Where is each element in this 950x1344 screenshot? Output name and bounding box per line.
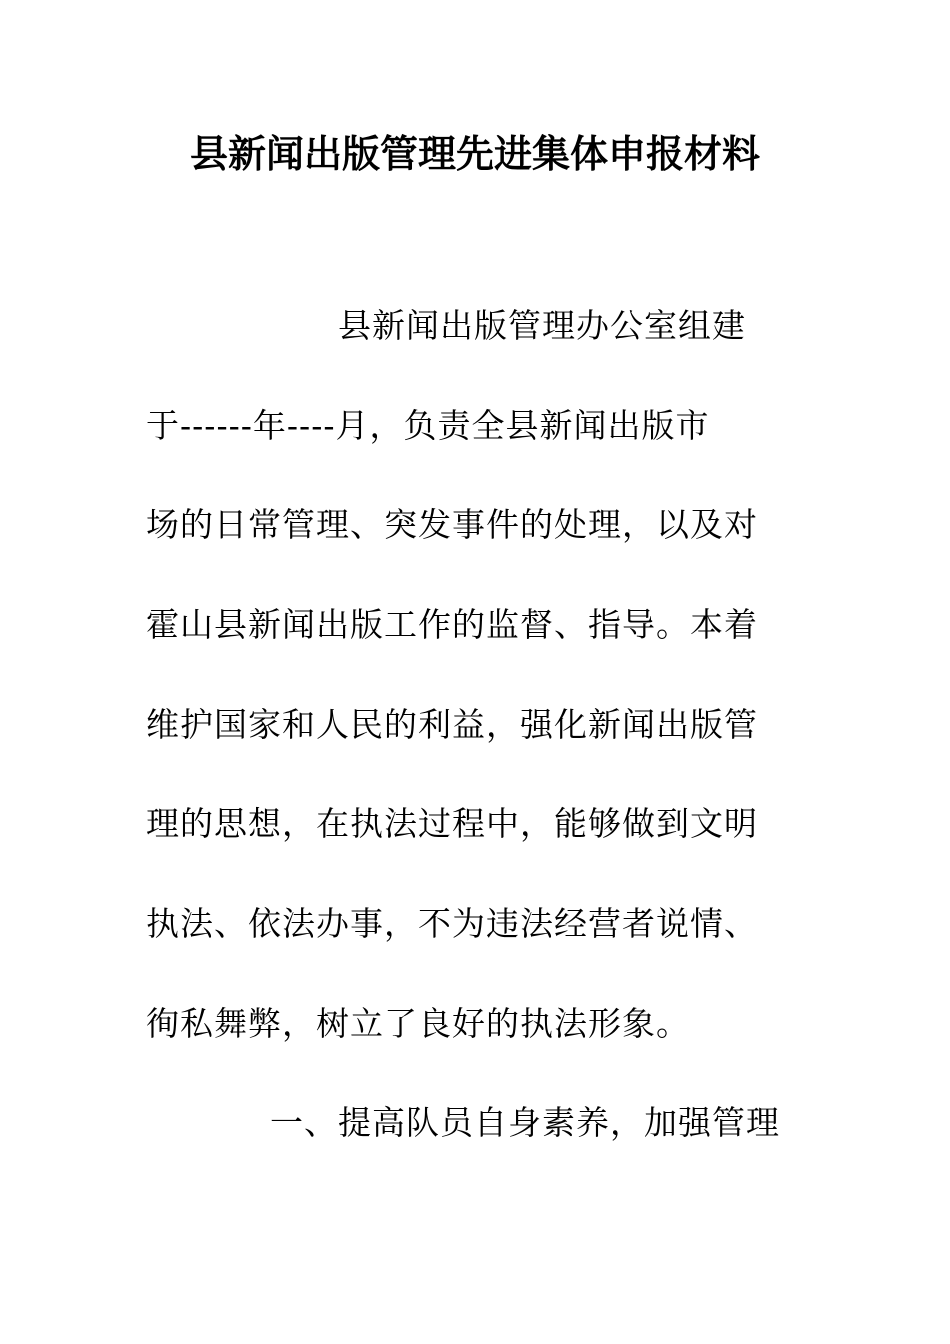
section-heading-1: 一、提高队员自身素养，加强管理 <box>270 1103 780 1142</box>
body-line-4: 霍山县新闻出版工作的监督、指导。本着 <box>146 605 758 644</box>
body-line-7: 执法、依法办事，不为违法经营者说情、 <box>146 904 758 943</box>
body-line-8: 徇私舞弊，树立了良好的执法形象。 <box>146 1004 690 1043</box>
body-line-3: 场的日常管理、突发事件的处理，以及对 <box>146 505 758 544</box>
body-line-2: 于------年----月，负责全县新闻出版市 <box>146 406 710 445</box>
body-line-6: 理的思想，在执法过程中，能够做到文明 <box>146 804 758 843</box>
body-line-5: 维护国家和人民的利益，强化新闻出版管 <box>146 705 758 744</box>
document-title: 县新闻出版管理先进集体申报材料 <box>189 132 760 176</box>
body-line-1: 县新闻出版管理办公室组建 <box>338 306 746 345</box>
